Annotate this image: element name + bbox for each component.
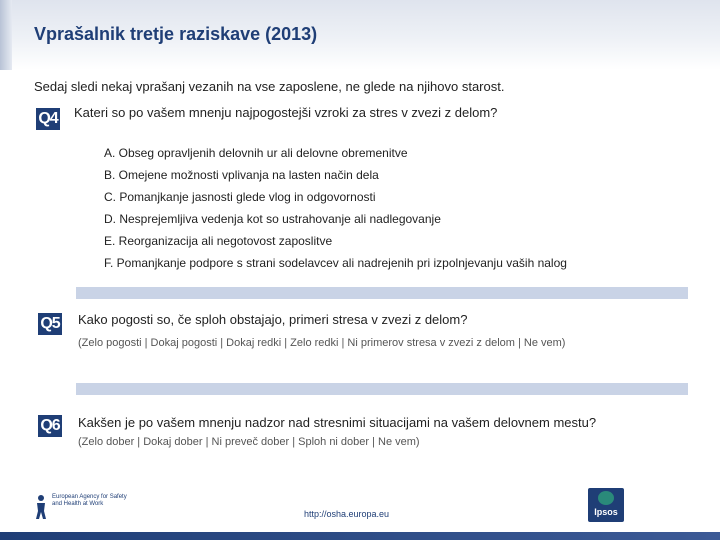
header-accent-bar <box>0 0 12 70</box>
q4-option: A. Obseg opravljenih delovnih ur ali delovne obremenitve <box>104 146 408 160</box>
q6-question-text: Kakšen je po vašem mnenju nadzor nad stresnimi situacijami na vašem delovnem mestu? <box>78 415 597 430</box>
eu-osha-logo <box>34 492 127 522</box>
ipsos-symbol-icon <box>598 491 614 505</box>
q6-badge: Q6 <box>38 415 62 437</box>
page-title: Vprašalnik tretje raziskave (2013) <box>34 24 318 44</box>
ipsos-logo <box>588 488 624 522</box>
q6-answer-scale: (Zelo dober | Dokaj dober | Ni preveč dober | Sploh ni dober | Ne vem) <box>78 436 420 448</box>
q4-option: C. Pomanjkanje jasnosti glede vlog in odgovornosti <box>104 190 376 204</box>
section-separator <box>76 287 688 299</box>
q4-option: E. Reorganizacija ali negotovost zaposlitve <box>104 234 333 248</box>
eu-osha-figure-icon <box>34 494 48 520</box>
q4-question-text: Kateri so po vašem mnenju najpogostejši vzroki za stres v zvezi z delom? <box>74 105 498 120</box>
q4-option: D. Nesprejemljiva vedenja kot so ustrahovanje ali nadlegovanje <box>104 212 441 226</box>
q4-option: B. Omejene možnosti vplivanja na lasten način dela <box>104 168 379 182</box>
q4-badge: Q4 <box>36 108 60 130</box>
ipsos-logo-text: Ipsos <box>594 507 618 517</box>
section-separator <box>76 383 688 395</box>
q4-option: F. Pomanjkanje podpore s strani sodelavcev ali nadrejenih pri izpolnjevanju vaših nalog <box>104 256 567 270</box>
q4-options-list <box>104 142 567 274</box>
footer-url[interactable]: http://osha.europa.eu <box>304 509 390 519</box>
q5-question-text: Kako pogosti so, če sploh obstajajo, primeri stresa v zvezi z delom? <box>78 312 468 327</box>
intro-text: Sedaj sledi nekaj vprašanj vezanih na vse zaposlene, ne glede na njihovo starost. <box>34 79 505 94</box>
footer-bar <box>0 532 720 540</box>
eu-osha-logo-text: European Agency for Safety and Health at Work <box>52 494 127 507</box>
q5-badge: Q5 <box>38 313 62 335</box>
q5-answer-scale: (Zelo pogosti | Dokaj pogosti | Dokaj redki | Zelo redki | Ni primerov stresa v zvezi z delom | Ne vem) <box>78 337 566 349</box>
